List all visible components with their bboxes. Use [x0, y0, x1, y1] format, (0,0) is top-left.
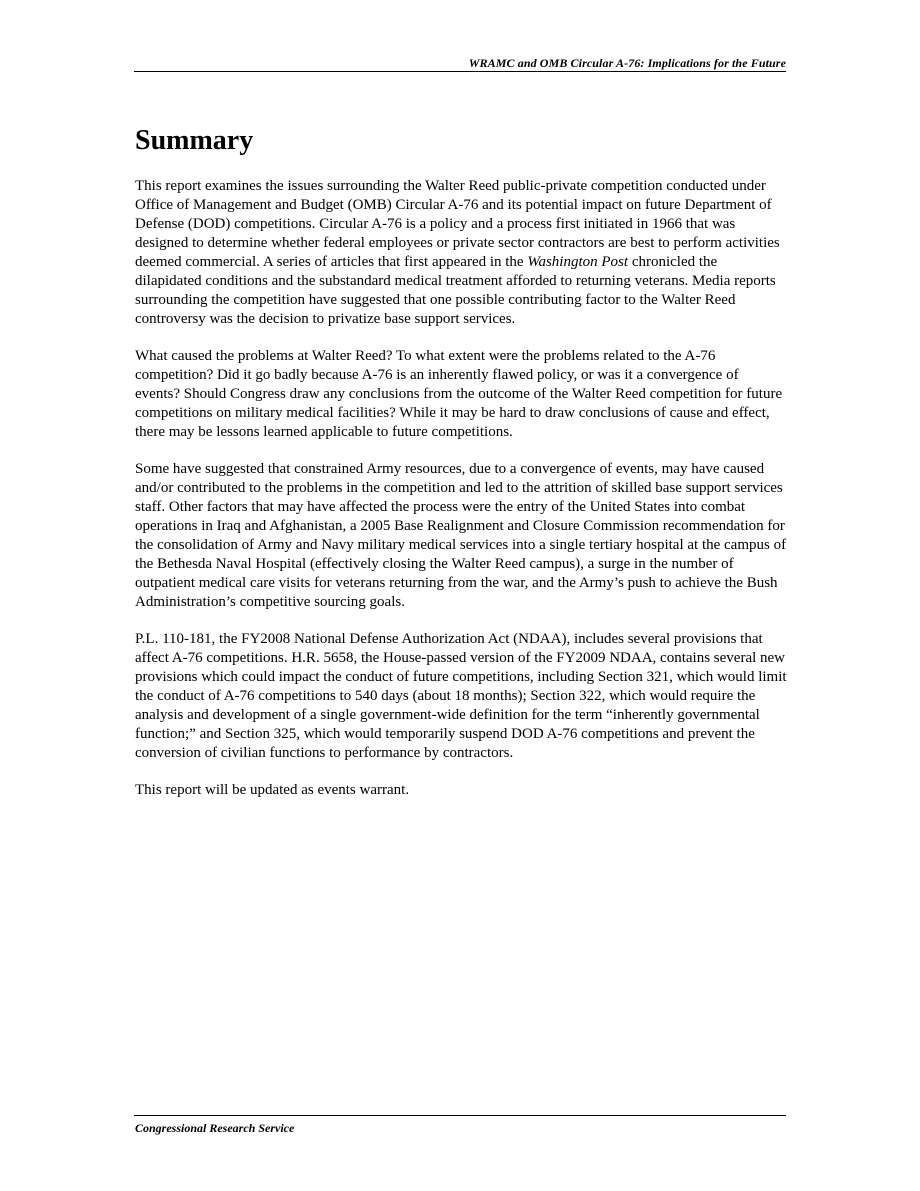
publication-title-italic: Washington Post: [527, 254, 629, 270]
page-title: Summary: [135, 125, 254, 156]
footer-divider: [134, 1115, 786, 1116]
summary-paragraph-1: [135, 177, 787, 329]
paragraph-1-text-after: chronicled the dilapidated conditions and the substandard medical treatment afforded to returning veterans. Media reports surrounding the competition have suggested that one possible contributing factor to the Walter Reed controversy was the decision to privatize base support services.: [135, 254, 776, 327]
summary-paragraph-5: This report will be updated as events warrant.: [135, 782, 410, 798]
footer-publisher: Congressional Research Service: [135, 1121, 295, 1135]
running-header-title: WRAMC and OMB Circular A-76: Implications for the Future: [468, 56, 786, 70]
header-divider: [134, 71, 786, 72]
summary-paragraph-4: P.L. 110-181, the FY2008 National Defense Authorization Act (NDAA), includes several provisions that affect A-76 competitions. H.R. 5658, the House-passed version of the FY2009 NDAA, contains several new provisions which could impact the conduct of future competitions, including Section 321, which would limit the conduct of A-76 competitions to 540 days (about 18 months); Section 322, which would require the analysis and development of a single government-wide definition for the term “inherently governmental function;” and Section 325, which would temporarily suspend DOD A-76 competitions and prevent the conversion of civilian functions to performance by contractors.: [135, 631, 787, 761]
summary-paragraph-3: Some have suggested that constrained Army resources, due to a convergence of events, may have caused and/or contributed to the problems in the competition and led to the attrition of skilled base support services staff. Other factors that may have affected the process were the entry of the United States into combat operations in Iraq and Afghanistan, a 2005 Base Realignment and Closure Commission recommendation for the consolidation of Army and Navy military medical services into a single tertiary hospital at the campus of the Bethesda Naval Hospital (effectively closing the Walter Reed campus), a surge in the number of outpatient medical care visits for veterans returning from the war, and the Army’s push to achieve the Bush Administration’s competitive sourcing goals.: [135, 461, 787, 610]
paragraph-1-text-before: This report examines the issues surrounding the Walter Reed public-private competition conducted under Office of Management and Budget (OMB) Circular A-76 and its potential impact on future Department of Defense (DOD) competitions. Circular A-76 is a policy and a process first initiated in 1966 that was designed to determine whether federal employees or private sector contractors are best to perform activities deemed commercial. A series of articles that first appeared in the: [135, 178, 780, 270]
summary-body: [135, 177, 787, 818]
summary-paragraph-2: What caused the problems at Walter Reed? To what extent were the problems related to the A-76 competition? Did it go badly because A-76 is an inherently flawed policy, or was it a convergence of events? Should Congress draw any conclusions from the outcome of the Walter Reed competition for future competitions on military medical facilities? While it may be hard to draw conclusions of cause and effect, there may be lessons learned applicable to future competitions.: [135, 348, 783, 440]
